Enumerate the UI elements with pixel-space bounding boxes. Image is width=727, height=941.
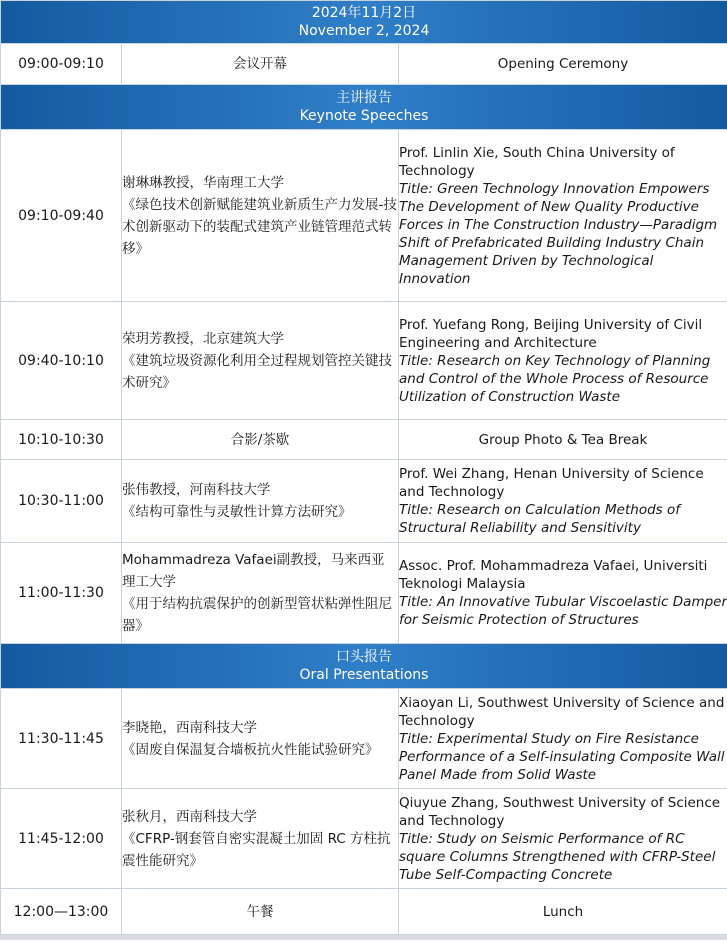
talk-title-en: Title: Green Technology Innovation Empowers The Development of New Quality Productive Forces in The Construction Industry—Paradigm Shift of Prefabricated Building Industry Chain Management Driven by Technological Innovation [399,180,718,287]
session-en: Opening Ceremony [399,44,727,85]
date-en: November 2, 2024 [298,23,430,39]
session-cn [122,543,399,644]
talk-title-cn: 《CFRP-钢套管自密实混凝土加固 RC 方柱抗震性能研究》 [122,830,391,869]
talk-title-cn: 《绿色技术创新赋能建筑业新质生产力发展-技术创新驱动下的装配式建筑产业链管理范式转移》 [122,196,397,257]
speaker-cn: 谢琳琳教授，华南理工大学 [122,174,284,191]
speaker-en: Xiaoyan Li, Southwest University of Science and Technology [399,694,725,729]
session-en [399,689,727,789]
speaker-cn: Mohammadreza Vafaei副教授，马来西亚理工大学 [122,552,385,590]
time-cell: 12:00—13:00 [1,889,122,935]
speaker-en: Prof. Wei Zhang, Henan University of Science and Technology [399,466,704,500]
keynote-header-en: Keynote Speeches [299,108,429,124]
oral-header-en: Oral Presentations [299,667,429,683]
session-en [399,130,727,302]
time-cell: 09:00-09:10 [1,44,122,85]
table-row [1,302,727,420]
bottom-edge [0,935,727,940]
time-cell: 10:10-10:30 [1,420,122,460]
session-en [399,789,727,889]
time-cell: 11:45-12:00 [1,789,122,889]
time-cell: 09:40-10:10 [1,302,122,420]
table-row [1,420,727,460]
session-cn: 合影/茶歇 [122,420,399,460]
session-cn: 会议开幕 [122,44,399,85]
talk-title-en: Title: An Innovative Tubular Viscoelastic Damper for Seismic Protection of Structures [399,594,727,628]
speaker-cn: 李晓艳，西南科技大学 [122,719,257,736]
session-cn: 午餐 [122,889,399,935]
speaker-en: Prof. Linlin Xie, South China University of Technology [399,144,675,179]
date-cn: 2024年11月2日 [311,5,417,21]
table-row [1,543,727,644]
speaker-cn: 张伟教授，河南科技大学 [122,482,271,498]
table-row [1,689,727,789]
oral-header-cn: 口头报告 [336,649,392,665]
session-cn [122,302,399,420]
session-cn [122,460,399,543]
table-row [1,460,727,543]
session-cn [122,689,399,789]
keynote-header-cn: 主讲报告 [336,90,392,106]
date-banner [1,1,727,44]
talk-title-cn: 《固废自保温复合墙板抗火性能试验研究》 [122,741,379,758]
session-cn [122,789,399,889]
talk-title-en: Title: Experimental Study on Fire Resistance Performance of a Self-insulating Composite Wall Panel Made from Solid Waste [399,730,725,783]
talk-title-en: Title: Research on Calculation Methods of Structural Reliability and Sensitivity [399,502,680,536]
time-cell: 10:30-11:00 [1,460,122,543]
table-row [1,44,727,85]
keynote-section-header [1,85,727,130]
table-row [1,789,727,889]
oral-section-header [1,644,727,689]
speaker-en: Prof. Yuefang Rong, Beijing University of Civil Engineering and Architecture [399,316,703,351]
table-row [1,889,727,935]
talk-title-cn: 《用于结构抗震保护的创新型管状粘弹性阻尼器》 [122,596,392,634]
talk-title-cn: 《建筑垃圾资源化利用全过程规划管控关键技术研究》 [122,352,392,391]
time-cell: 09:10-09:40 [1,130,122,302]
speaker-cn: 张秋月，西南科技大学 [122,808,257,825]
session-en [399,302,727,420]
session-en [399,460,727,543]
time-cell: 11:30-11:45 [1,689,122,789]
speaker-en: Assoc. Prof. Mohammadreza Vafaei, Universiti Teknologi Malaysia [399,558,708,592]
table-row [1,130,727,302]
speaker-cn: 荣玥芳教授，北京建筑大学 [122,330,284,347]
time-cell: 11:00-11:30 [1,543,122,644]
talk-title-cn: 《结构可靠性与灵敏性计算方法研究》 [122,504,352,520]
talk-title-en: Title: Study on Seismic Performance of RC square Columns Strengthened with CFRP-Steel Tube Self-Compacting Concrete [399,830,716,883]
session-en: Lunch [399,889,727,935]
session-en: Group Photo & Tea Break [399,420,727,460]
speaker-en: Qiuyue Zhang, Southwest University of Science and Technology [399,794,721,829]
session-en [399,543,727,644]
talk-title-en: Title: Research on Key Technology of Planning and Control of the Whole Process of Resource Utilization of Construction Waste [399,352,711,405]
session-cn [122,130,399,302]
